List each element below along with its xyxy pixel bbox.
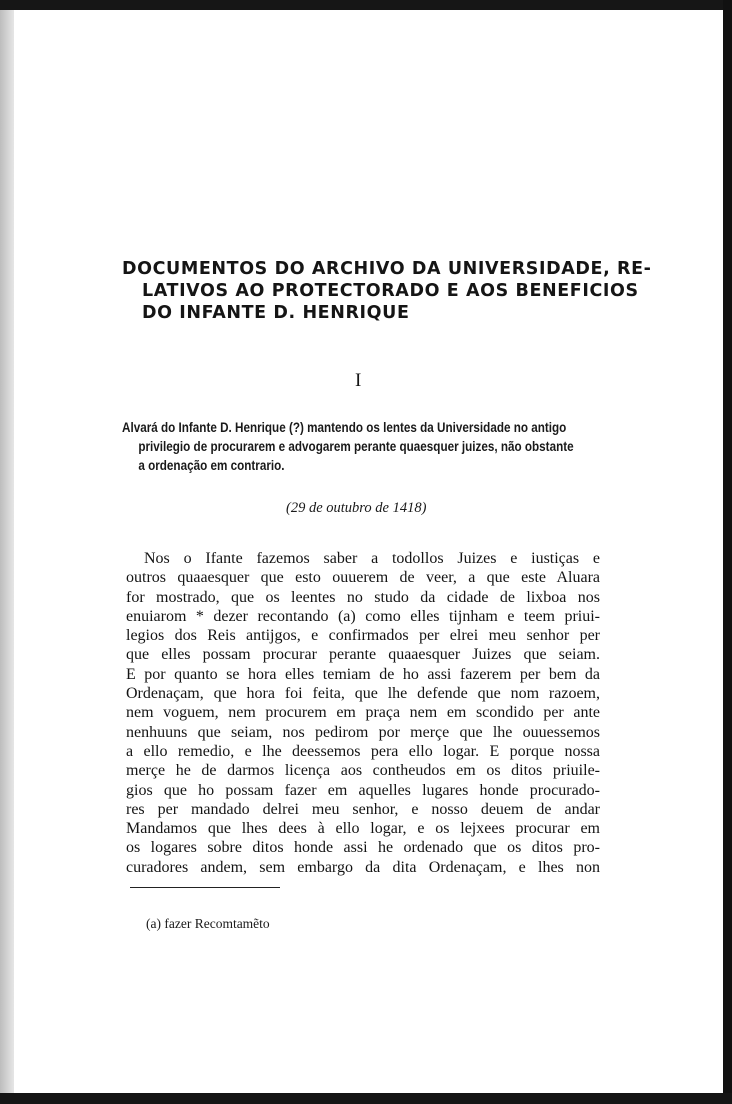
document-heading (122, 258, 652, 324)
footnote: (a) fazer Recomtamẽto (146, 916, 270, 931)
body-line: merçe he de darmos licença aos contheudos em os ditos priuile- (126, 762, 600, 780)
body-line: curadores andem, sem embargo da dita Ordenaçam, e lhes non (126, 858, 600, 876)
body-text (126, 549, 600, 877)
scan-top-edge (0, 0, 732, 10)
body-line: que elles possam procurar perante quaaesquer Juizes que seiam. (126, 646, 600, 664)
heading-line: DO INFANTE D. HENRIQUE (142, 303, 410, 323)
document-date: (29 de outubro de 1418) (286, 500, 427, 516)
body-line: E por quanto se hora elles temiam de ho assi fazerem per bem da (126, 665, 600, 683)
body-line: enuiarom * dezer recontando (a) como elles tijnham e teem priui- (126, 607, 600, 625)
summary-line: privilegio de procurarem e advogarem perante quaesquer juizes, não obstante (138, 439, 574, 454)
body-line: nem voguem, nem procurem em praça nem em scondido per ante (126, 704, 600, 722)
summary-line: Alvará do Infante D. Henrique (?) mantendo os lentes da Universidade no antigo (122, 420, 567, 435)
scan-left-edge (0, 0, 14, 1104)
heading-line: LATIVOS AO PROTECTORADO E AOS BENEFICIOS (142, 281, 639, 301)
footnote-rule (130, 887, 280, 888)
body-line: res per mandado delrei meu senhor, e nosso deuem de andar (126, 800, 600, 818)
body-line: os logares sobre ditos honde assi he ordenado que os ditos pro- (126, 839, 600, 857)
body-line: Ordenaçam, que hora foi feita, que lhe defende que nom razoem, (126, 685, 600, 703)
document-summary (122, 418, 574, 475)
body-line: legios dos Reis antijgos, e confirmados per elrei meu senhor per (126, 627, 600, 645)
body-line: gios que ho possam fazer em aquelles lugares honde procurado- (126, 781, 600, 799)
body-line: nenhuuns que seiam, nos pedirom por merçe que lhe ouuessemos (126, 723, 600, 741)
section-number: I (355, 370, 362, 391)
body-line: outros quaaesquer que esto ouuerem de veer, a que este Aluara (126, 569, 600, 587)
summary-line: a ordenação em contrario. (138, 458, 285, 473)
heading-line: DOCUMENTOS DO ARCHIVO DA UNIVERSIDADE, RE- (122, 259, 652, 279)
scan-right-edge (723, 0, 732, 1104)
scan-bottom-edge (0, 1093, 732, 1104)
body-line: for mostrado, que os leentes no studo da cidade de lixboa nos (126, 588, 600, 606)
body-line: Nos o Ifante fazemos saber a todollos Juizes e iustiças e (144, 550, 600, 567)
body-line: Mandamos que lhes dees à ello logar, e os lejxees procurar em (126, 820, 600, 838)
body-line: a ello remedio, e lhe deessemos pera ello logar. E porque nossa (126, 742, 600, 760)
